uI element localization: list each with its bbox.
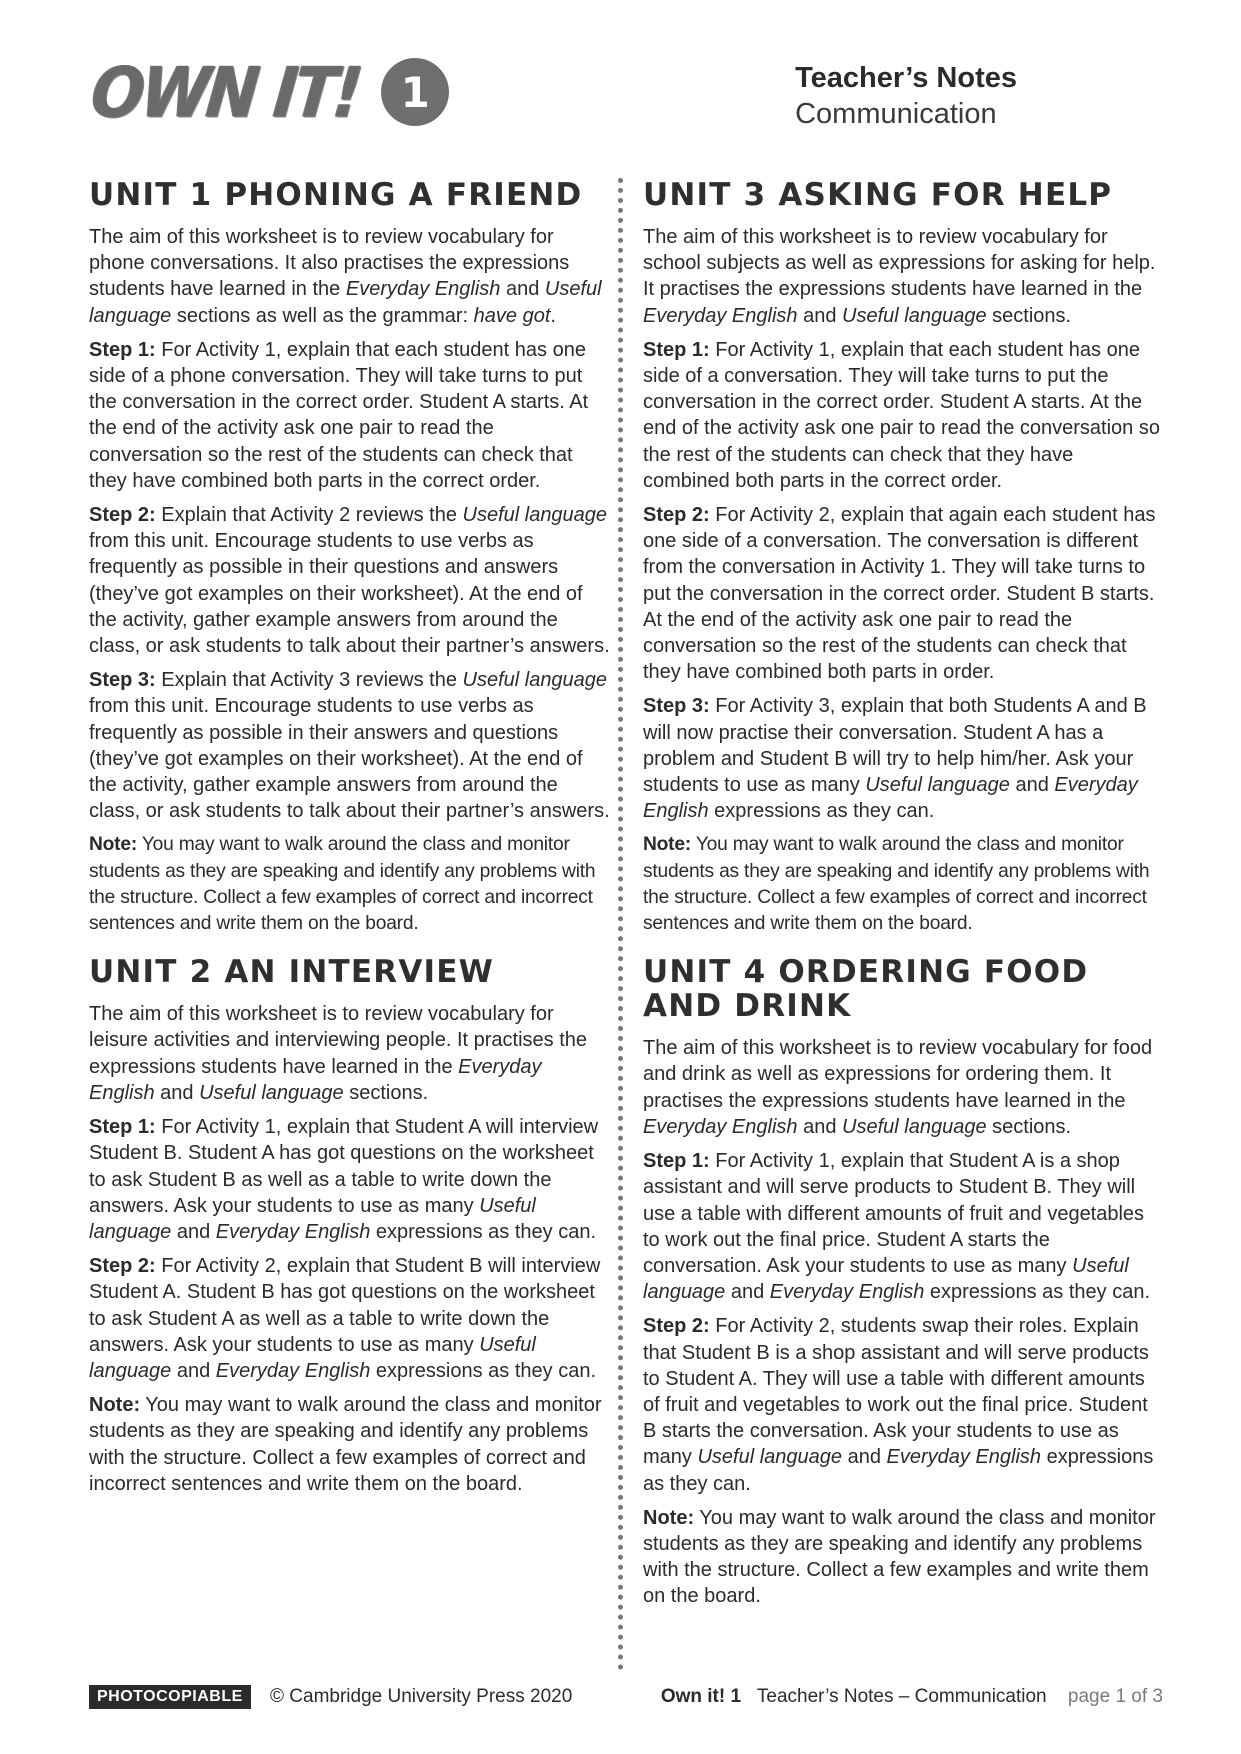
unit2-step1: Step 1: For Activity 1, explain that Student A will interview Student B. Student A has got questions on the worksheet to ask Student B as well as a table to write down the answers. Ask your students to use as many Useful language and Everyday English expressions as they can. [89, 1116, 599, 1243]
book-title: Own it! 1 [660, 1686, 742, 1707]
unit1-step2: Step 2: Explain that Activity 2 reviews the Useful language from this unit. Encourage students to use verbs as frequently as possible in their questions and answers (they’ve got examples on their worksheet). At the end of the activity, gather example answers from around the class, or ask students to talk about their partner’s answers. [89, 504, 610, 658]
left-column [89, 178, 611, 1505]
unit4-step1: Step 1: For Activity 1, explain that Student A is a shop assistant and will serve products to Student B. They will use a table with different amounts of fruit and vegetables to work out the final price. Student A starts the conversation. Ask your students to use as many Useful language and Everyday English expressions as they can. [643, 1150, 1151, 1304]
logo [87, 51, 449, 133]
photocopiable-badge: PHOTOCOPIABLE [89, 1685, 251, 1709]
unit2-intro: The aim of this worksheet is to review vocabulary for leisure activities and interviewing people. It practises the expressions students have learned in the Everyday English and Useful language sections. [89, 1003, 588, 1104]
unit4-note: Note: You may want to walk around the class and monitor students as they are speaking and identify any problems with the structure. Collect a few examples and write them on the board. [643, 1506, 1156, 1608]
unit1-intro: The aim of this worksheet is to review vocabulary for phone conversations. It also practises the expressions students have learned in the Everyday English and Useful language sections as well as the grammar: have got. [89, 226, 602, 327]
copyright: © Cambridge University Press 2020 [270, 1686, 573, 1707]
unit2-step2: Step 2: For Activity 2, explain that Student B will interview Student A. Student B has got questions on the worksheet to ask Student A as well as a table to write down the answers. Ask your students to use as many Useful language and Everyday English expressions as they can. [89, 1255, 601, 1382]
unit3-heading: UNIT 3 ASKING FOR HELP [643, 177, 1113, 213]
unit1-step3: Step 3: Explain that Activity 3 reviews the Useful language from this unit. Encourage students to use verbs as frequently as possible in their answers and questions (they’ve got examples on their worksheet). At the end of the activity, gather example answers from around the class, or ask students to talk about their partner’s answers. [89, 669, 610, 823]
unit3-intro: The aim of this worksheet is to review vocabulary for school subjects as well as expressions for asking for help. It practises the expressions students have learned in the Everyday English and Useful language sections. [643, 226, 1156, 327]
unit3-note: Note: You may want to walk around the class and monitor students as they are speaking and identify any problems with the structure. Collect a few examples of correct and incorrect sentences and write them on the board. [643, 834, 1150, 935]
page-footer [89, 1685, 1163, 1713]
unit3-step2: Step 2: For Activity 2, explain that again each student has one side of a conversation. The conversation is different from the conversation in Activity 1. They will take turns to put the conversation in the correct order. Student B starts. At the end of the activity ask one pair to read the conversation so the rest of the students can check that they have combined both parts in order. [643, 504, 1156, 684]
unit4-heading: UNIT 4 ORDERING FOOD AND DRINK [643, 954, 1089, 1025]
logo-wordmark: OWN IT! [87, 51, 364, 133]
unit3-step1: Step 1: For Activity 1, explain that each student has one side of a conversation. They will take turns to put the conversation in the correct order. Student A starts. At the end of the activity ask one pair to read the conversation so the rest of the students can check that they have combined both parts in the correct order. [643, 338, 1160, 492]
right-column [643, 178, 1163, 1618]
page-title: Teacher’s Notes [795, 62, 1017, 94]
unit2-note: Note: You may want to walk around the class and monitor students as they are speaking and identify any problems with the structure. Collect a few examples of correct and incorrect sentences and write them on the board. [89, 1394, 602, 1495]
unit2-heading: UNIT 2 AN INTERVIEW [89, 954, 495, 991]
unit4-intro: The aim of this worksheet is to review vocabulary for food and drink as well as expressions for ordering them. It practises the expressions students have learned in the Everyday English and Useful language sections. [643, 1037, 1153, 1138]
footer-right [661, 1685, 1163, 1709]
unit1-note: Note: You may want to walk around the class and monitor students as they are speaking and identify any problems with the structure. Collect a few examples of correct and incorrect sentences and write them on the board. [89, 834, 596, 935]
unit1-heading: UNIT 1 PHONING A FRIEND [89, 177, 583, 213]
column-divider [618, 178, 623, 1671]
level-badge: 1 [381, 58, 449, 126]
unit4-step2: Step 2: For Activity 2, students swap their roles. Explain that Student B is a shop assistant and will serve products to Student A. They will use a table with different amounts of fruit and vegetables to work out the final price. Student B starts the conversation. Ask your students to use as many Useful language and Everyday English expressions as they can. [643, 1315, 1154, 1495]
footer-notes: Teacher’s Notes – Communication [756, 1686, 1047, 1707]
page-header [795, 60, 1017, 132]
page-subtitle: Communication [795, 98, 997, 130]
page-number: page 1 of 3 [1067, 1686, 1163, 1707]
unit1-step1: Step 1: For Activity 1, explain that each student has one side of a phone conversation. They will take turns to put the conversation in the correct order. Student A starts. At the end of the activity ask one pair to read the conversation so the rest of the students can check that they have combined both parts in the correct order. [89, 338, 589, 492]
unit3-step3: Step 3: For Activity 3, explain that both Students A and B will now practise their conversation. Student A has a problem and Student B will try to help him/her. Ask your students to use as many Useful language and Everyday English expressions as they can. [643, 695, 1147, 823]
